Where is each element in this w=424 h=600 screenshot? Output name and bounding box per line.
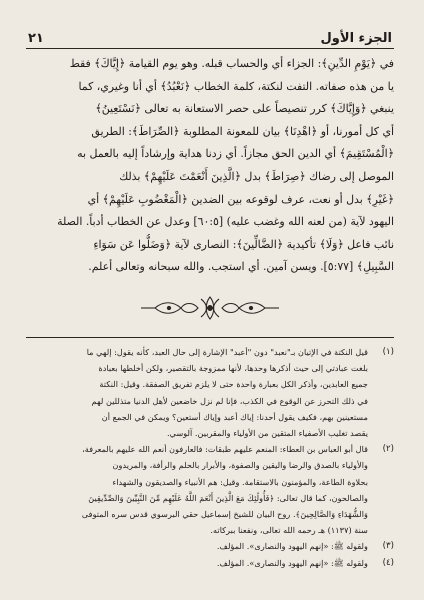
text-line: ﴿غَيْرِ﴾ بدل أو نعت، عرف لوقوعه بين الضدين ﴿الْمَغْضُوبِ عَلَيْهِمْ﴾ أي bbox=[87, 192, 394, 206]
footnote bbox=[26, 344, 394, 441]
footnote-rule bbox=[26, 337, 394, 338]
footnote-text bbox=[26, 538, 368, 554]
footnotes bbox=[26, 344, 394, 571]
footnote-line: سنة (١١٣٧) هـ رحمه الله تعالى، ونفعنا ببركاته. bbox=[210, 525, 368, 536]
text-line: الموصل إلى رضاك ﴿صِرَاطَ﴾ بدل ﴿الَّذِينَ أَنْعَمْتَ عَلَيْهِمْ﴾ بذلك bbox=[119, 169, 394, 183]
footnote-text bbox=[26, 555, 368, 571]
footnote bbox=[26, 441, 394, 538]
part-label: الجزء الأول bbox=[320, 31, 392, 46]
footnote-line: قيل النكتة في الإتيان بـ"نعبد" دون "أعبد" الإشارة إلى حال العبد، كأنه يقول: إلهي ما bbox=[86, 346, 368, 357]
footnote bbox=[26, 555, 394, 571]
footnote-text bbox=[26, 441, 368, 538]
footnote-number: (١) bbox=[382, 346, 394, 357]
running-header bbox=[26, 16, 394, 48]
footnote-number: (٢) bbox=[382, 444, 394, 455]
footnote-text bbox=[26, 344, 368, 441]
decorative-divider-icon bbox=[26, 293, 394, 327]
footnote-line: ولقوله ﷺ: «إنهم اليهود والنصارى». المؤلف. bbox=[216, 541, 368, 552]
footnote-line: يقصد تغليب الأصفياء المتقين من الأولياء والمقربين. آلوسي. bbox=[167, 427, 368, 438]
page-number: ٢١ bbox=[28, 31, 44, 46]
footnote-line: بلغت عبادتي إلى حيث أذكرها وحدها، لأنها ممزوجة بالتقصير، ولكن أخلطها بعبادة bbox=[98, 363, 368, 374]
text-line: ﴿الْمُسْتَقِيمَ﴾ أي الدين الحق مجازاً. أي زدنا هداية وإرشاداً إليه بالعمل به bbox=[77, 147, 394, 161]
footnote-number: (٤) bbox=[382, 557, 394, 568]
footnote-line: وَالشُّهَدَاءِ وَالصَّالِحِينَ﴾. روح البيان للشيخ إسماعيل حقي البرسوي قدس سره المتوفى bbox=[81, 508, 368, 519]
footnote-line: مستعينين بهم، فكيف يقول أحدنا: إياك أعبد وإياك أستعين؟ ويمكن في الجمع أن bbox=[101, 411, 368, 422]
text-line: ينبغي ﴿وَإِيَّاكَ﴾ كرر تنصيصاً على حصر الاستعانة به تعالى ﴿نَسْتَعِينُ﴾ bbox=[95, 102, 394, 116]
header-rule bbox=[26, 48, 394, 49]
text-line: في ﴿يَوْمِ الدِّينِ﴾: الجزاء أي والحساب قبله. وهو يوم القيامة ﴿إِيَّاكَ﴾ فقط bbox=[69, 57, 394, 70]
text-line: أي كل أمورنا، أو ﴿اهْدِنَا﴾ بيان للمعونة المطلوبة ﴿الصِّرَاطَ﴾: الطريق bbox=[91, 124, 394, 138]
text-line: اليهود لآية (من لعنه الله وغضب عليه) [٦٠:٥] وعدل عن الخطاب أدباً. الصلة bbox=[57, 215, 394, 229]
footnote-line: جميع العابدين، وأذكر الكل بعبارة واحدة حتى لا يلزم تفريق الصفقة. وقيل: النكتة bbox=[99, 379, 368, 390]
footnote bbox=[26, 538, 394, 554]
footnote-line: ولقوله ﷺ: «إنهم اليهود والنصارى». المؤلف. bbox=[216, 557, 368, 568]
main-text bbox=[26, 53, 394, 279]
text-line: يا من هذه صفاته. التفت لنكتة، كلمة الخطاب ﴿نَعْبُدُ﴾ أي أنا وغيري، كما bbox=[78, 79, 394, 93]
text-line: السَّبِيلِ﴾ [٥:٧٧]. ويسن آمين. أي استجب. والله سبحانه وتعالى أعلم. bbox=[88, 260, 394, 274]
footnote-line: والأولياء بالصدق والرضا واليقين والصفوة، والأبرار بالحلم والرأفة، والمريدون bbox=[112, 460, 368, 471]
footnote-line: في ذلك التحرز عن الوقوع في الكذب، فإنا لم نزل خاضعين لأهل الدنيا متذللين لهم bbox=[91, 395, 368, 406]
footnote-number: (٣) bbox=[382, 541, 394, 552]
footnote-line: قال أبو العباس بن العطاء: المنعم عليهم طبقات: فالعارفون أنعم الله عليهم بالمعرفة، bbox=[82, 444, 368, 455]
footnote-line: بحلاوة الطاعة، والمؤمنون بالاستقامة. وقيل: هم الأنبياء والصديقون والشهداء bbox=[112, 476, 368, 487]
footnote-line: والصالحون، كما قال تعالى: ﴿فَأُولَٰئِكَ مَعَ الَّذِينَ أَنْعَمَ اللَّهُ عَلَيْهِم مِّنَ النَّبِيِّينَ وَالصِّدِّيقِينَ bbox=[88, 492, 368, 503]
text-line: نائب فاعل ﴿وَلَا﴾ تأكيدية ﴿الضَّالِّينَ﴾: النصارى لآية ﴿وَضَلُّوا عَن سَوَاءِ bbox=[93, 237, 394, 251]
